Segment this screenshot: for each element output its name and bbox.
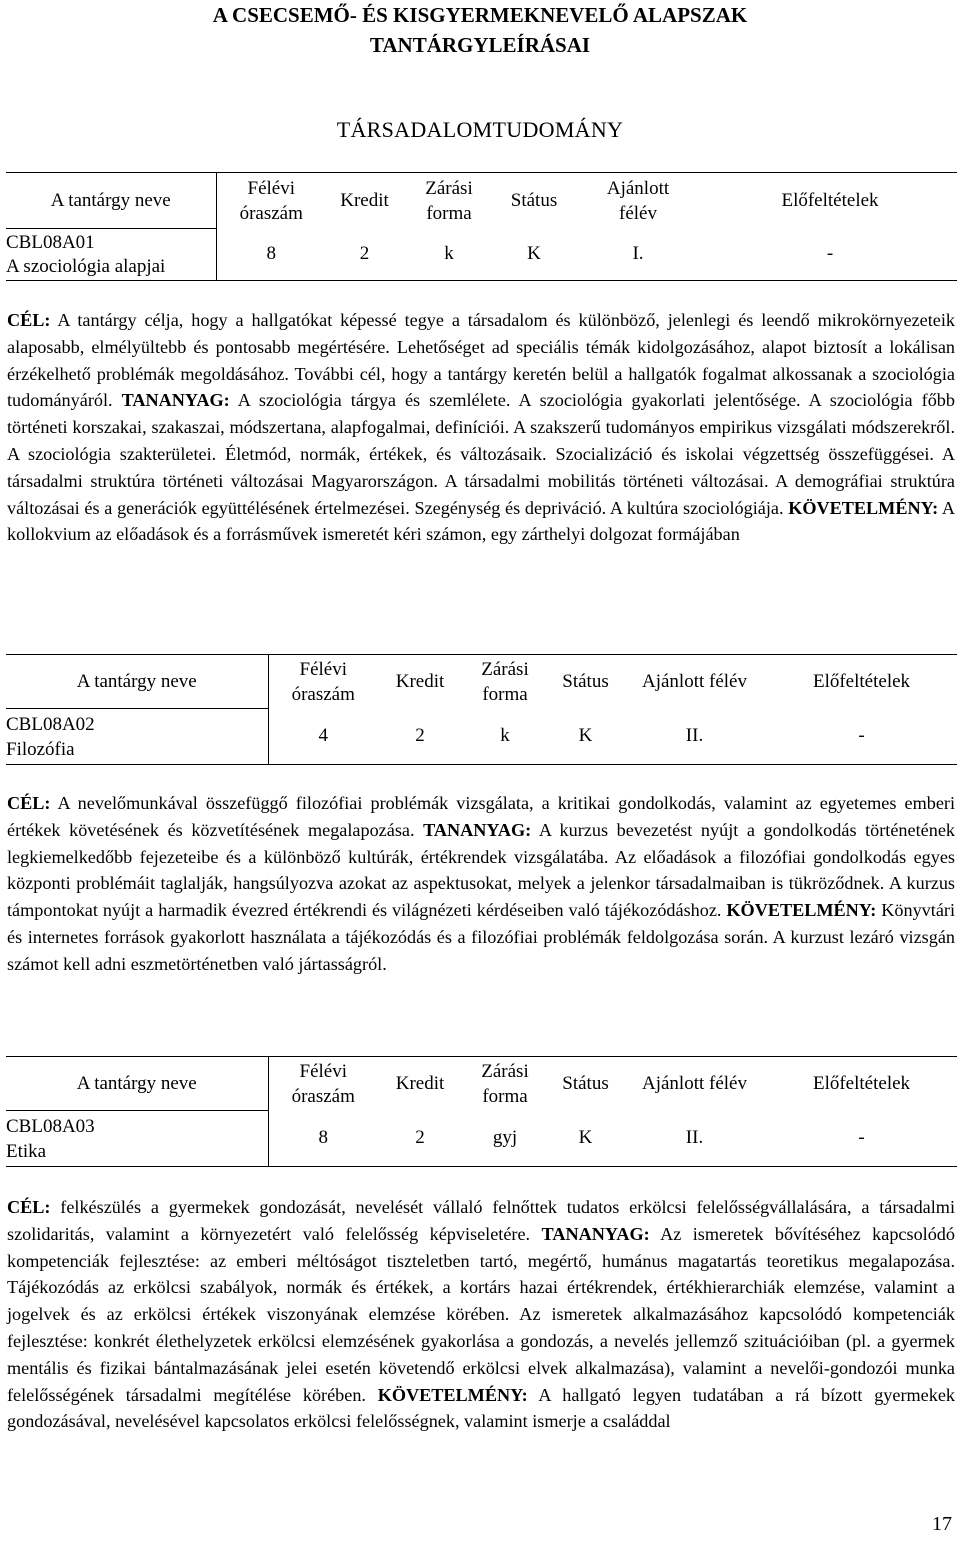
course-table-3 [6, 1056, 957, 1167]
desc-keyword: KÖVETELMÉNY: [726, 900, 877, 921]
value-semester: II. [623, 709, 766, 765]
course-table-2 [6, 654, 957, 765]
document-title-line2: TANTÁRGYLEÍRÁSAI [369, 33, 591, 57]
course-table-1 [6, 172, 957, 281]
header-hours: Félévi óraszám [268, 1057, 378, 1111]
desc-keyword: KÖVETELMÉNY: [788, 497, 939, 518]
value-form: k [462, 709, 548, 765]
desc-keyword: KÖVETELMÉNY: [377, 1384, 528, 1405]
desc-text: felkészülés a gyermekek gondozását, nevelését vállaló felnőttek tudatos erkölcsi felelősségvállalására, a társadalmi szolidaritás, valamint a környezetért való felelősség képviseletére. [7, 1197, 955, 1244]
header-kredit: Kredit [378, 1057, 462, 1111]
value-semester: II. [623, 1111, 766, 1167]
value-semester: I. [573, 229, 703, 281]
header-course-name: A tantárgy neve [6, 655, 268, 709]
course-description-1 [7, 307, 955, 548]
header-kredit: Kredit [326, 173, 403, 229]
header-semester: Ajánlott félév [573, 173, 703, 229]
header-form: Zárási forma [403, 173, 495, 229]
header-prereq: Előfeltételek [766, 655, 957, 709]
course-description-3 [7, 1194, 955, 1435]
desc-text: A tantárgy célja, hogy a hallgatókat képessé tegye a társadalom és különböző, jelenlegi és leendő mikrokörnyezeteik alaposabb, elmélyültebb és pontosabb megértésére. Lehetőséget ad speciális témák kidolgozásához, alapot biztosít a lokálisan érzékelhető problémák megoldásához. További cél, hogy a tantárgy keretén belül a hallgatók fogalmat alkossanak a szociológia tudományáról. [7, 310, 955, 411]
value-status: K [548, 709, 623, 765]
value-prereq: - [766, 1111, 957, 1167]
value-prereq: - [766, 709, 957, 765]
course-code: CBL08A03 [6, 1115, 95, 1137]
header-semester: Ajánlott félév [623, 1057, 766, 1111]
desc-text: A szociológia tárgya és szemlélete. A szociológia gyakorlati jelentősége. A szociológia főbb történeti korszakai, szakaszai, módszertana, alapfogalmai, definíciói. A szakszerű tudományos empirikus vizsgálati módszerekről. A szociológia szakterületei. Életmód, normák, értékek, és változásaik. Szocializáció és iskolai végzettség összefüggései. A társadalmi struktúra történeti változásai Magyarországon. A társadalmi mobilitás történeti változásai. A demográfiai struktúra változásai és a generációk együttélésének értelmezései. Szegénység és depriváció. A kultúra szociológiája. [7, 390, 955, 518]
desc-keyword: CÉL: [7, 793, 51, 813]
value-form: k [403, 229, 495, 281]
desc-text: A kurzus bevezetést nyújt a gondolkodás történetének legkiemelkedőbb fejezeteibe és a különböző kultúrák, értékrendek vizsgálatába. Az előadások a filozófiai gondolkodás egyes központi problémáit taglalják, hangsúlyozva azokat az aspektusokat, melyek a jelenkor társadalmaiban is tükröződnek. A kurzus támpontokat nyújt a harmadik évezred értékrendi és világnézeti kérdéseiben való tájékozódáshoz. [7, 819, 955, 921]
header-kredit: Kredit [378, 655, 462, 709]
desc-keyword: TANANYAG: [541, 1223, 650, 1244]
section-title: TÁRSADALOMTUDOMÁNY [336, 117, 624, 142]
desc-text: A nevelőmunkával összefüggő filozófiai problémák vizsgálata, a kritikai gondolkodás, valamint az egyetemes emberi értékek követésének és közvetítésének megalapozása. [7, 793, 955, 840]
desc-keyword: TANANYAG: [121, 390, 230, 411]
value-status: K [495, 229, 573, 281]
value-hours: 8 [216, 229, 326, 281]
header-hours: Félévi óraszám [216, 173, 326, 229]
value-kredit: 2 [326, 229, 403, 281]
document-title-line1: A CSECSEMŐ- ÉS KISGYERMEKNEVELŐ ALAPSZAK [212, 3, 748, 27]
header-semester: Ajánlott félév [623, 655, 766, 709]
desc-text: A kollokvium az előadások és a forrásművek ismeretét kéri számon, egy zárthelyi dolgozat formájában [7, 497, 955, 545]
course-code: CBL08A01 [6, 231, 95, 253]
desc-keyword: CÉL: [7, 310, 51, 330]
course-name: Filozófia [6, 738, 75, 760]
value-kredit: 2 [378, 1111, 462, 1167]
header-form: Zárási forma [462, 1057, 548, 1111]
page-number: 17 [932, 1513, 952, 1535]
value-prereq: - [703, 229, 957, 281]
course-code: CBL08A02 [6, 713, 95, 735]
course-name-cell [6, 1111, 268, 1167]
header-hours: Félévi óraszám [268, 655, 378, 709]
value-kredit: 2 [378, 709, 462, 765]
desc-keyword: CÉL: [7, 1197, 51, 1217]
course-name: Etika [6, 1140, 47, 1162]
course-name-cell [6, 229, 216, 281]
header-course-name: A tantárgy neve [6, 173, 216, 229]
value-status: K [548, 1111, 623, 1167]
course-name-cell [6, 709, 268, 765]
header-prereq: Előfeltételek [766, 1057, 957, 1111]
header-course-name: A tantárgy neve [6, 1057, 268, 1111]
value-hours: 4 [268, 709, 378, 765]
desc-text: Könyvtári és internetes források gyakorlott használata a tájékozódás és a filozófiai problémák feldolgozása során. A kurzust lezáró vizsgán számot kell adni eszmetörténetben való jártasságról. [7, 900, 955, 974]
desc-text: Az ismeretek bővítéséhez kapcsolódó kompetenciák fejlesztése: az emberi méltóságot tiszteletben tartó, megértő, humánus magatartás teoretikus megalapozása. Tájékozódás az erkölcsi szabályok, normák és értékek, a kortárs hazai értékrendek, értékhierarchiák elemzése, valamint a jogelvek és az erkölcsi értékek viszonyának elemzése körében. Az ismeretek alkalmazásához kapcsolódó kompetenciák fejlesztése: konkrét élethelyzetek erkölcsi elemzésének gyakorlása a gondozás, a nevelés jellemző szituációiban (pl. a gyermek mentális és fizikai bántalmazásának jelei esetén követendő erkölcsi elvek alkalmazása), valamint a nevelői-gondozói munka felelősségének társadalmi megítélése körében. [7, 1223, 955, 1405]
header-status: Státus [548, 1057, 623, 1111]
header-status: Státus [548, 655, 623, 709]
desc-keyword: TANANYAG: [423, 819, 532, 840]
header-status: Státus [495, 173, 573, 229]
value-hours: 8 [268, 1111, 378, 1167]
course-name: A szociológia alapjai [6, 255, 166, 277]
value-form: gyj [462, 1111, 548, 1167]
header-prereq: Előfeltételek [703, 173, 957, 229]
desc-text: A hallgató legyen tudatában a rá bízott gyermekek gondozásával, nevelésével kapcsolatos erkölcsi felelősségnek, valamint ismerje a családdal [7, 1384, 955, 1432]
course-description-2 [7, 790, 955, 978]
header-form: Zárási forma [462, 655, 548, 709]
